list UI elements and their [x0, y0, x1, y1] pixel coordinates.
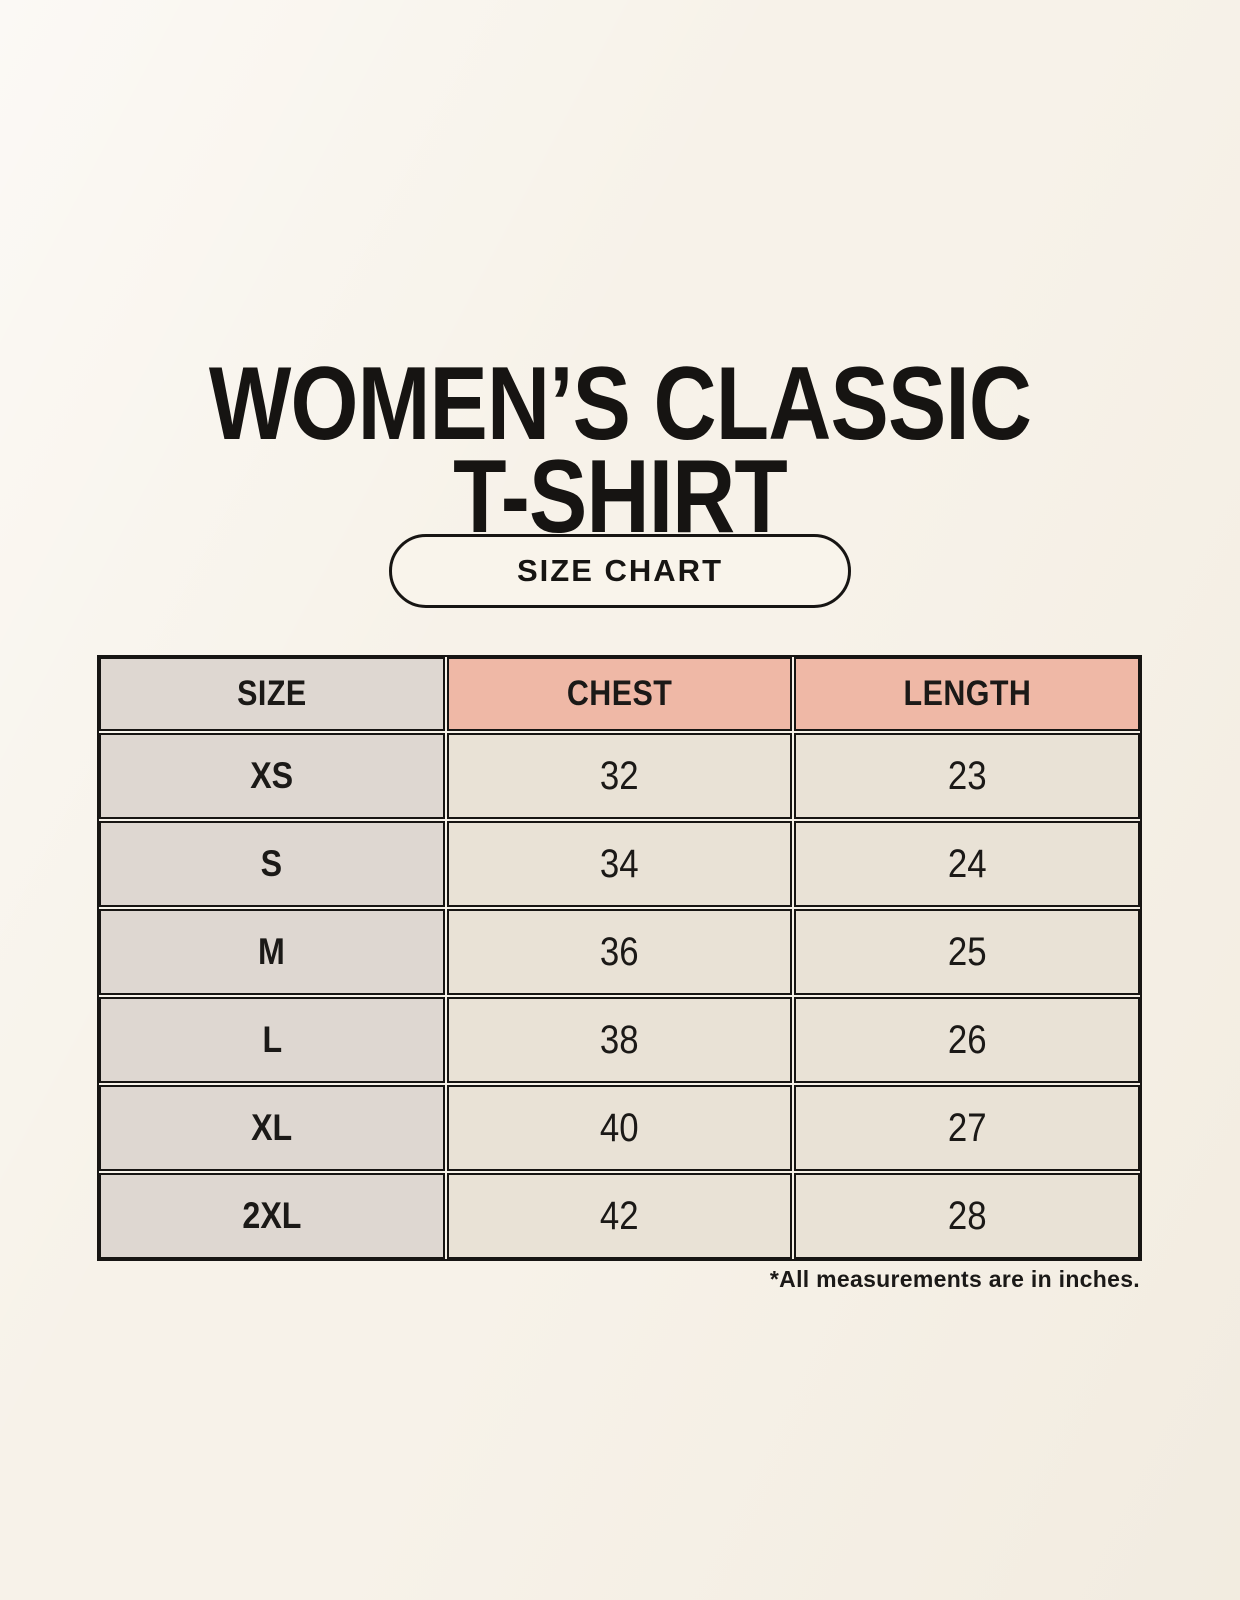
column-header-length-label: LENGTH: [903, 674, 1032, 713]
table-cell-length: [794, 1085, 1140, 1171]
table-cell-chest: [447, 997, 793, 1083]
column-header-chest-label: CHEST: [566, 674, 673, 713]
chest-value: 34: [600, 841, 639, 886]
size-chart-table: [97, 655, 1142, 1261]
size-value: S: [261, 843, 283, 884]
column-header-size-label: SIZE: [237, 674, 307, 713]
size-value: L: [261, 1019, 282, 1060]
chest-value: 38: [600, 1017, 639, 1062]
table-cell-chest: [447, 1173, 793, 1259]
table-cell-chest: [447, 733, 793, 819]
table-cell-size: [99, 1085, 445, 1171]
table-cell-size: [99, 821, 445, 907]
size-value: XS: [250, 755, 294, 796]
length-value: 26: [947, 1017, 987, 1062]
size-chart-badge[interactable]: [389, 534, 851, 608]
table-cell-length: [794, 909, 1140, 995]
measurements-footnote: *All measurements are in inches.: [769, 1266, 1140, 1292]
size-value: M: [258, 931, 286, 972]
length-value: 25: [947, 929, 987, 974]
table-cell-length: [794, 733, 1140, 819]
size-value: XL: [251, 1107, 293, 1148]
table-cell-size: [99, 733, 445, 819]
table-cell-size: [99, 997, 445, 1083]
table-cell-size: [99, 1173, 445, 1259]
chest-value: 42: [600, 1193, 639, 1238]
table-cell-chest: [447, 821, 793, 907]
chest-value: 36: [600, 929, 639, 974]
size-value: 2XL: [242, 1195, 302, 1236]
table-cell-chest: [447, 909, 793, 995]
page-title-line2: T-SHIRT: [453, 439, 787, 556]
column-header-size: [99, 657, 445, 731]
length-value: 23: [947, 753, 987, 798]
length-value: 27: [947, 1105, 987, 1150]
length-value: 28: [947, 1193, 987, 1238]
chest-value: 40: [600, 1105, 639, 1150]
column-header-chest: [447, 657, 793, 731]
page-title: [99, 345, 1141, 556]
table-cell-chest: [447, 1085, 793, 1171]
table-cell-size: [99, 909, 445, 995]
table-cell-length: [794, 821, 1140, 907]
table-cell-length: [794, 1173, 1140, 1259]
column-header-length: [794, 657, 1140, 731]
size-chart-badge-label: SIZE CHART: [517, 553, 723, 588]
table-cell-length: [794, 997, 1140, 1083]
chest-value: 32: [600, 753, 639, 798]
page-title-line1: WOMEN’S CLASSIC: [208, 345, 1032, 462]
length-value: 24: [947, 841, 987, 886]
